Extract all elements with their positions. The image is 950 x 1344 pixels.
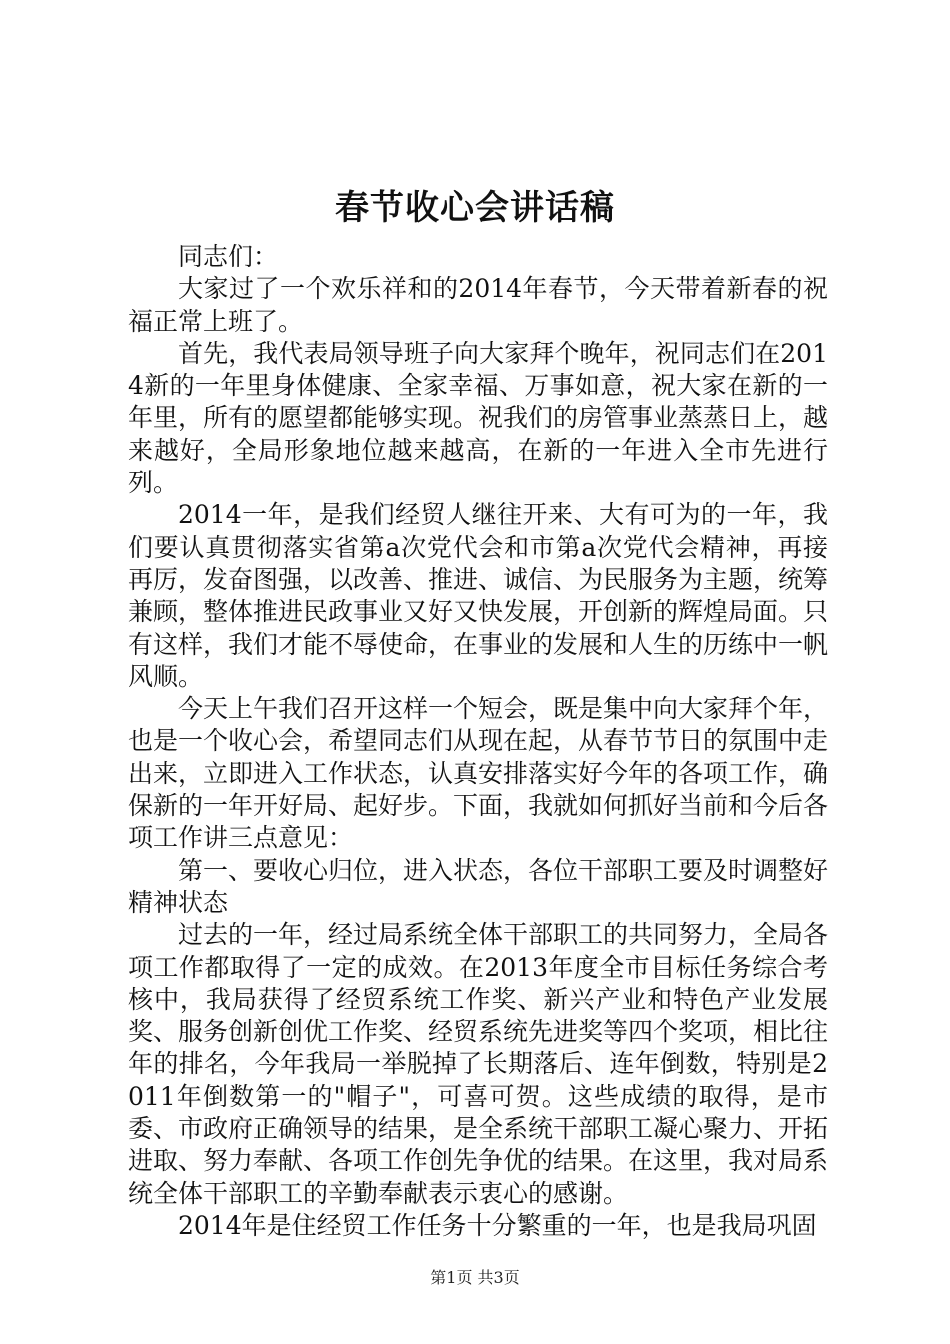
page-number: 第1页 共3页 [430,1268,520,1287]
paragraph: 过去的一年，经过局系统全体干部职工的共同努力，全局各项工作都取得了一定的成效。在2013年度全市目标任务综合考核中，我局获得了经贸系统工作奖、新兴产业和特色产业发展奖、服务创新创优工作奖、经贸系统先进奖等四个奖项，相比往年的排名，今年我局一举脱掉了长期落后、连年倒数，特别是2011年倒数第一的"帽子"，可喜可贺。这些成绩的取得，是市委、市政府正确领导的结果，是全系统干部职工凝心聚力、开拓进取、努力奉献、各项工作创先争优的结果。在这里，我对局系统全体干部职工的辛勤奉献表示衷心的感谢。 [128,920,829,1208]
paragraph: 2014年是住经贸工作任务十分繁重的一年，也是我局巩固 [178,1210,817,1240]
paragraph: 2014一年，是我们经贸人继往开来、大有可为的一年，我们要认真贯彻落实省第a次党代会和市第a次党代会精神，再接再厉，发奋图强，以改善、推进、诚信、为民服务为主题，统筹兼顾，整体推进民政事业又好又快发展，开创新的辉煌局面。只有这样，我们才能不辱使命，在事业的发展和人生的历练中一帆风顺。 [128,500,829,691]
paragraph: 首先，我代表局领导班子向大家拜个晚年，祝同志们在2014新的一年里身体健康、全家幸福、万事如意，祝大家在新的一年里，所有的愿望都能够实现。祝我们的房管事业蒸蒸日上，越来越好，全局形象地位越来越高，在新的一年进入全市先进行列。 [128,338,829,498]
paragraph: 今天上午我们召开这样一个短会，既是集中向大家拜个年，也是一个收心会，希望同志们从现在起，从春节节日的氛围中走出来，立即进入工作状态，认真安排落实好今年的各项工作，确保新的一年开好局、起好步。下面，我就如何抓好当前和今后各项工作讲三点意见： [128,694,829,853]
document-title: 春节收心会讲话稿 [335,188,615,228]
paragraph-salutation: 同志们： [178,242,279,271]
paragraph: 大家过了一个欢乐祥和的2014年春节，今天带着新春的祝福正常上班了。 [128,274,828,336]
section-heading: 第一、要收心归位，进入状态，各位干部职工要及时调整好精神状态 [128,855,829,917]
document-body [128,241,828,1242]
